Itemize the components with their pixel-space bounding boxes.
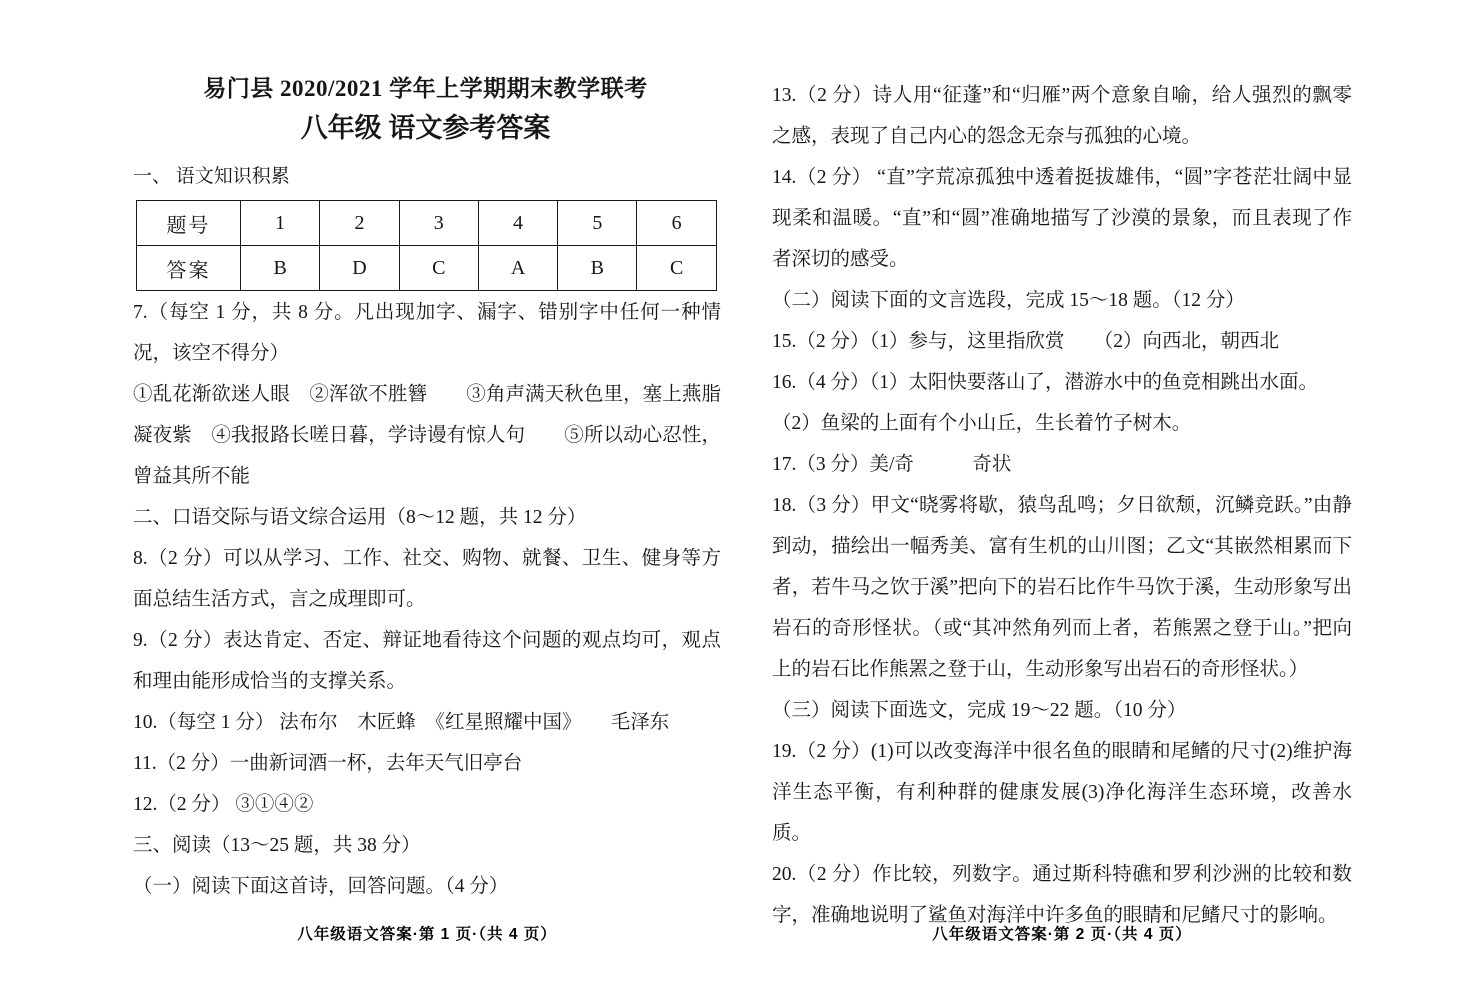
table-cell-q3: 3 [399, 201, 478, 246]
subsection-heading-3: （三）阅读下面选文，完成 19～22 题。（10 分） [772, 700, 1187, 721]
table-cell-q4: 4 [478, 201, 557, 246]
answer-item-9: 9.（2 分）表达肯定、否定、辩证地看待这个问题的观点均可，观点和理由能形成恰当的支撑关系。 [133, 630, 721, 692]
table-row [137, 246, 717, 291]
table-cell-a4: A [478, 246, 557, 291]
answer-item-7: 7.（每空 1 分，共 8 分。凡出现加字、漏字、错别字中任何一种情况，该空不得分） [133, 302, 721, 364]
answer-item-16: 16.（4 分）（1）太阳快要落山了，潜游水中的鱼竞相跳出水面。 [772, 372, 1319, 393]
answer-item-16-part2: （2）鱼梁的上面有个小山丘，生长着竹子树木。 [772, 413, 1192, 434]
answer-item-12: 12.（2 分） ③①④② [133, 794, 314, 815]
footer-page-2: 八年级语文答案·第 2 页·（共 4 页） [932, 926, 1192, 943]
answer-item-20: 20.（2 分）作比较，列数字。通过斯科特礁和罗利沙洲的比较和数字，准确地说明了鲨鱼对海洋中许多鱼的眼睛和尼鳍尺寸的影响。 [772, 864, 1352, 926]
table-row-header-question: 题号 [137, 201, 241, 246]
table-cell-a1: B [241, 246, 320, 291]
table-cell-q5: 5 [558, 201, 637, 246]
table-cell-a2: D [320, 246, 399, 291]
section-heading-3: 三、阅读（13～25 题，共 38 分） [133, 835, 421, 856]
table-cell-a3: C [399, 246, 478, 291]
answer-item-8: 8.（2 分）可以从学习、工作、社交、购物、就餐、卫生、健身等方面总结生活方式，言之成理即可。 [133, 548, 721, 610]
answer-key-table [136, 200, 717, 291]
answer-item-15: 15.（2 分）（1）参与，这里指欣赏 （2）向西北，朝西北 [772, 331, 1280, 352]
section-heading-2: 二、口语交际与语文综合运用（8～12 题，共 12 分） [133, 507, 587, 528]
subsection-heading-1: （一）阅读下面这首诗，回答问题。（4 分） [133, 876, 509, 897]
answer-item-7-content: ①乱花渐欲迷人眼 ②浑欲不胜簪 ③角声满天秋色里，塞上燕脂凝夜紫 ④我报路长嗟日暮，学诗谩有惊人句 ⑤所以动心忍性，曾益其所不能 [133, 384, 721, 487]
answer-item-10: 10.（每空 1 分） 法布尔 木匠蜂 《红星照耀中国》 毛泽东 [133, 712, 670, 733]
answer-item-13: 13.（2 分）诗人用“征蓬”和“归雁”两个意象自喻，给人强烈的飘零之感，表现了自己内心的怨念无奈与孤独的心境。 [772, 85, 1352, 147]
table-cell-q2: 2 [320, 201, 399, 246]
answer-item-19: 19.（2 分）(1)可以改变海洋中很名鱼的眼睛和尾鳍的尺寸(2)维护海洋生态平衡，有利种群的健康发展(3)净化海洋生态环境，改善水质。 [772, 741, 1352, 844]
page-title-line-2: 八年级 语文参考答案 [300, 113, 551, 143]
table-row-header-answer: 答案 [137, 246, 241, 291]
table-cell-a6: C [637, 246, 716, 291]
answer-item-11: 11.（2 分）一曲新词酒一杯，去年天气旧亭台 [133, 753, 523, 774]
right-column-body [772, 75, 1352, 936]
table-cell-q1: 1 [241, 201, 320, 246]
answer-item-14: 14.（2 分） “直”字荒凉孤独中透着挺拔雄伟，“圆”字苍茫壮阔中显现柔和温暖。“直”和“圆”准确地描写了沙漠的景象，而且表现了作者深切的感受。 [772, 167, 1352, 270]
footer-page-1: 八年级语文答案·第 1 页·（共 4 页） [297, 926, 557, 943]
section-heading-1: 一、 语文知识积累 [133, 166, 290, 187]
left-column-body [133, 292, 721, 907]
page-title-line-1: 易门县 2020/2021 学年上学期期末教学联考 [203, 76, 648, 101]
answer-item-17: 17.（3 分）美/奇 奇状 [772, 454, 1012, 475]
table-cell-a5: B [558, 246, 637, 291]
table-cell-q6: 6 [637, 201, 716, 246]
document-header [133, 72, 718, 148]
table-row [137, 201, 717, 246]
subsection-heading-2: （二）阅读下面的文言选段，完成 15～18 题。（12 分） [772, 290, 1245, 311]
answer-item-18: 18.（3 分）甲文“晓雾将歇，猿鸟乱鸣；夕日欲颓，沉鳞竞跃。”由静到动，描绘出一幅秀美、富有生机的山川图；乙文“其嵌然相累而下者，若牛马之饮于溪”把向下的岩石比作牛马饮于溪，生动形象写出岩石的奇形怪状。（或“其冲然角列而上者，若熊罴之登于山。”把向上的岩石比作熊罴之登于山，生动形象写出岩石的奇形怪状。） [772, 495, 1352, 680]
